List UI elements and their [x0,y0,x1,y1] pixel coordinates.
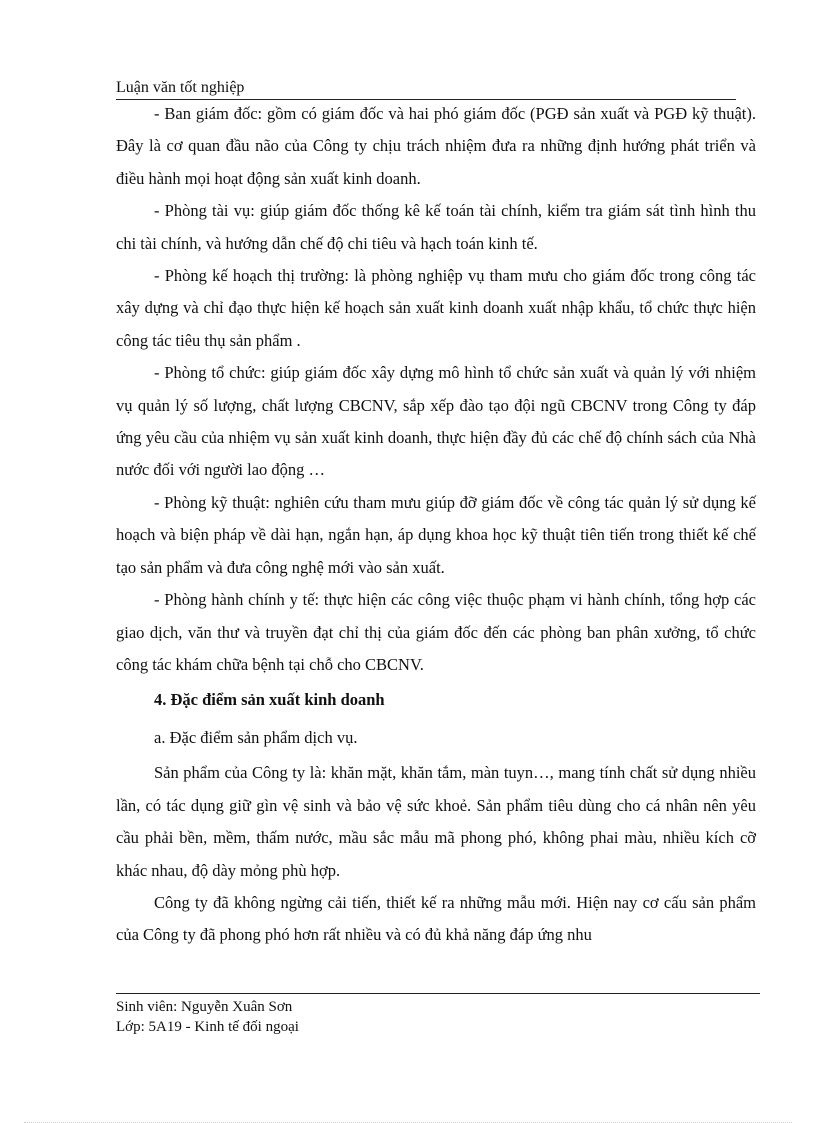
footer-divider [116,993,760,994]
paragraph-cai-tien: Công ty đã không ngừng cải tiến, thiết kế ra những mẫu mới. Hiện nay cơ cấu sản phẩm của Công ty đã phong phó hơn rất nhiều và có đủ khả năng đáp ứng nhu [116,892,756,945]
document-body [116,98,756,952]
footer-class: Lớp: 5A19 - Kinh tế đối ngoại [116,1019,299,1035]
paragraph-phong-ky-thuat: - Phòng kỹ thuật: nghiên cứu tham mưu giúp đỡ giám đốc về công tác quản lý sử dụng kế hoạch và biện pháp về dài hạn, ngắn hạn, áp dụng khoa học kỹ thuật tiên tiến trong thiết kế chế tạo sản phẩm và đưa công nghệ mới vào sản xuất. [116,492,756,577]
paragraph-phong-to-chuc: - Phòng tổ chức: giúp giám đốc xây dựng mô hình tổ chức sản xuất và quản lý với nhiệm vụ quản lý số lượng, chất lượng CBCNV, sắp xếp đào tạo đội ngũ CBCNV trong Công ty đáp ứng yêu cầu của nhiệm vụ sản xuất kinh doanh, thực hiện đầy đủ các chế độ chính sách của Nhà nước đối với người lao động … [116,363,756,480]
section-heading: 4. Đặc điểm sản xuất kinh doanh [154,690,385,710]
paragraph-phong-tai-vu: - Phòng tài vụ: giúp giám đốc thống kê kế toán tài chính, kiểm tra giám sát tình hình thu chi tài chính, và hướng dẫn chế độ chi tiêu và hạch toán kinh tế. [116,201,756,253]
paragraph-san-pham: Sản phẩm của Công ty là: khăn mặt, khăn tắm, màn tuyn…, mang tính chất sử dụng nhiều lần, có tác dụng giữ gìn vệ sinh và bảo vệ sức khoẻ. Sản phẩm tiêu dùng cho cá nhân nên yêu cầu phải bền, mềm, thấm nước, mầu sắc mẫu mã phong phó, không phai màu, nhiều kích cỡ khác nhau, độ dày mỏng phù hợp. [116,763,756,880]
paragraph-phong-hanh-chinh: - Phòng hành chính y tế: thực hiện các công việc thuộc phạm vi hành chính, tổng hợp các giao dịch, văn thư và truyền đạt chỉ thị của giám đốc đến các phòng ban phân xưởng, tổ chức công tác khám chữa bệnh tại chỗ cho CBCNV. [116,590,756,674]
paragraph-ban-giam-doc: - Ban giám đốc: gồm có giám đốc và hai phó giám đốc (PGĐ sản xuất và PGĐ kỹ thuật). Đây là cơ quan đầu não của Công ty chịu trách nhiệm đưa ra những định hướng phát triển và điều hành mọi hoạt động sản xuất kinh doanh. [116,104,756,188]
page-header: Luận văn tốt nghiệp [116,78,736,100]
page-footer [116,997,299,1037]
footer-student: Sinh viên: Nguyễn Xuân Sơn [116,999,293,1015]
subsection-heading: a. Đặc điểm sản phẩm dịch vụ. [154,728,358,748]
paragraph-phong-ke-hoach: - Phòng kế hoạch thị trường: là phòng nghiệp vụ tham mưu cho giám đốc trong công tác xây dựng và chỉ đạo thực hiện kế hoạch sản xuất kinh doanh xuất nhập khẩu, tổ chức thực hiện công tác tiêu thụ sản phẩm . [116,266,756,350]
